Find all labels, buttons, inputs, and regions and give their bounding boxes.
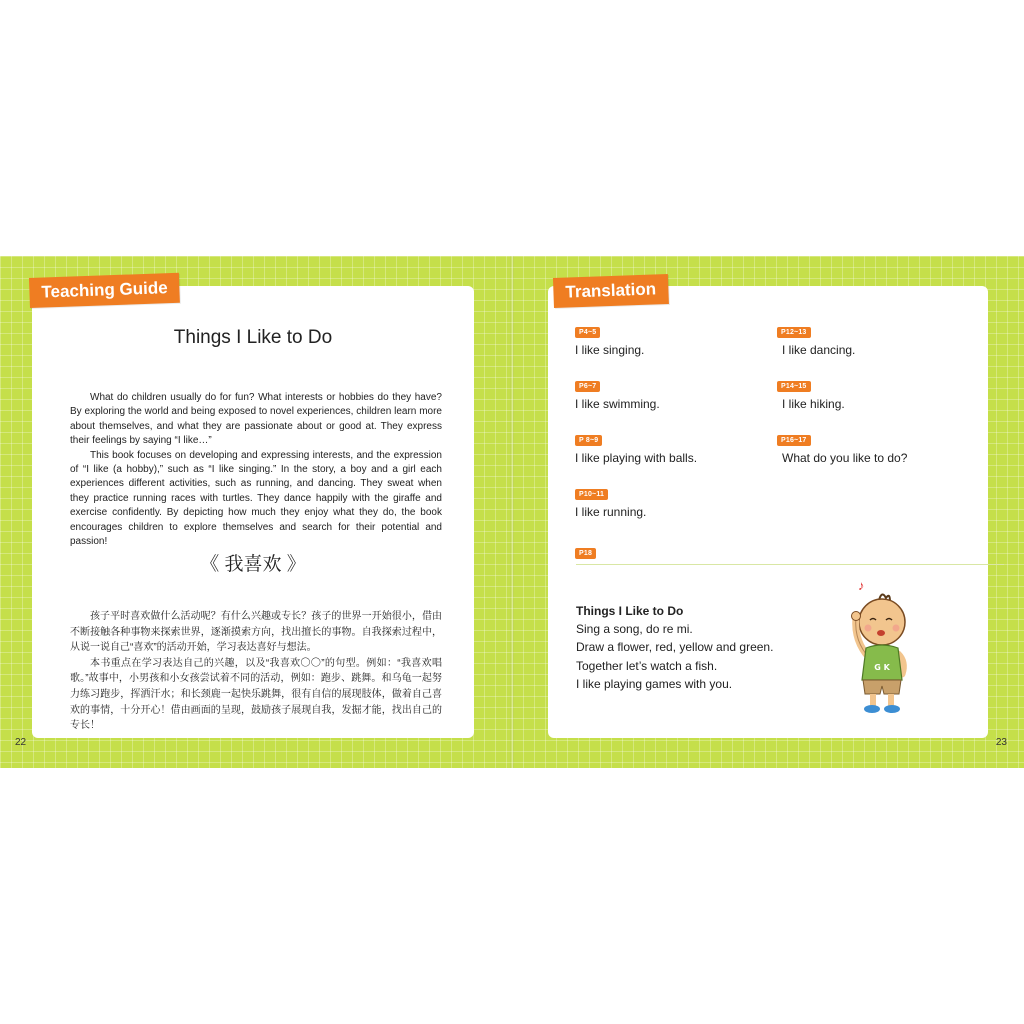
translation-line: I like singing. xyxy=(575,343,645,357)
page-tag: P4~5 xyxy=(575,327,600,338)
singing-boy-illustration xyxy=(846,588,918,716)
song-block xyxy=(576,602,773,693)
translation-line: I like hiking. xyxy=(782,397,845,411)
translation-line: I like dancing. xyxy=(782,343,856,357)
right-page xyxy=(512,256,1024,768)
english-paragraph-1: What do children usually do for fun? What interests or hobbies do they have? By exploring the world and being exposed to novel experiences, children learn more about themselves, and what they are passionate about or good at. They express their feelings by saying “I like…” xyxy=(70,392,442,447)
teaching-guide-card xyxy=(32,286,474,738)
chinese-title: 《 我喜欢 》 xyxy=(200,554,306,575)
page-number-right: 23 xyxy=(995,737,1007,748)
translation-line: I like playing with balls. xyxy=(575,451,698,465)
english-title: Things I Like to Do xyxy=(173,327,333,348)
page-number-left: 22 xyxy=(15,737,27,748)
page-tag: P6~7 xyxy=(575,381,600,392)
page-tag: P14~15 xyxy=(777,381,811,392)
page-tag: P 8~9 xyxy=(575,435,602,446)
book-spine xyxy=(510,256,514,768)
page-tag: P10~11 xyxy=(575,489,608,500)
chinese-body xyxy=(70,609,442,734)
english-body xyxy=(70,391,442,549)
left-page xyxy=(0,256,512,768)
song-line: Draw a flower, red, yellow and green. xyxy=(576,640,774,655)
translation-card xyxy=(548,286,988,738)
translation-line: I like swimming. xyxy=(575,397,660,411)
page-tag: P18 xyxy=(575,548,596,559)
translation-line: What do you like to do? xyxy=(782,451,908,465)
music-note-icon: ♪ xyxy=(858,578,865,593)
song-line: Sing a song, do re mi. xyxy=(576,622,693,637)
section-divider xyxy=(576,564,1004,565)
english-paragraph-2: This book focuses on developing and expressing interests, and the expression of “I like (a hobby),” such as “I like singing.” In the story, a boy and a girl each experiences different activities, such as running, and dancing. They sweat when they practice running races with turtles. They dance happily with the giraffe and exercise confidently. By depicting how much they enjoy what they do, the book encourages children to explore themselves and search for their potential and passion! xyxy=(70,449,442,548)
translation-line: I like running. xyxy=(575,505,647,519)
page-tag: P12~13 xyxy=(777,327,811,338)
teaching-guide-tab: Teaching Guide xyxy=(29,273,180,308)
shirt-text: G K xyxy=(874,663,890,672)
song-line: I like playing games with you. xyxy=(576,676,733,691)
chinese-paragraph-2: 本书重点在学习表达自己的兴趣，以及“我喜欢〇〇”的句型。例如：“我喜欢唱歌。”故事中，小男孩和小女孩尝试着不同的活动，例如：跑步、跳舞。和乌龟一起努力练习跑步，挥洒汗水；和长颈鹿一起快乐跳舞，很有自信的展现肢体，做着自己喜欢的事情，十分开心！借由画面的呈现，鼓励孩子展现自我，发掘才能，找出自己的专长！ xyxy=(70,657,442,732)
song-line: Together let’s watch a fish. xyxy=(576,658,718,673)
song-title: Things I Like to Do xyxy=(576,604,684,618)
translation-tab: Translation xyxy=(553,274,669,308)
page-tag: P16~17 xyxy=(777,435,811,446)
chinese-paragraph-1: 孩子平时喜欢做什么活动呢？有什么兴趣或专长？孩子的世界一开始很小，借由不断接触各种事物来探索世界，逐渐摸索方向，找出擅长的事物。自我探索过程中，从说一说自己“喜欢”的活动开始，学习表达喜好与想法。 xyxy=(70,611,442,654)
